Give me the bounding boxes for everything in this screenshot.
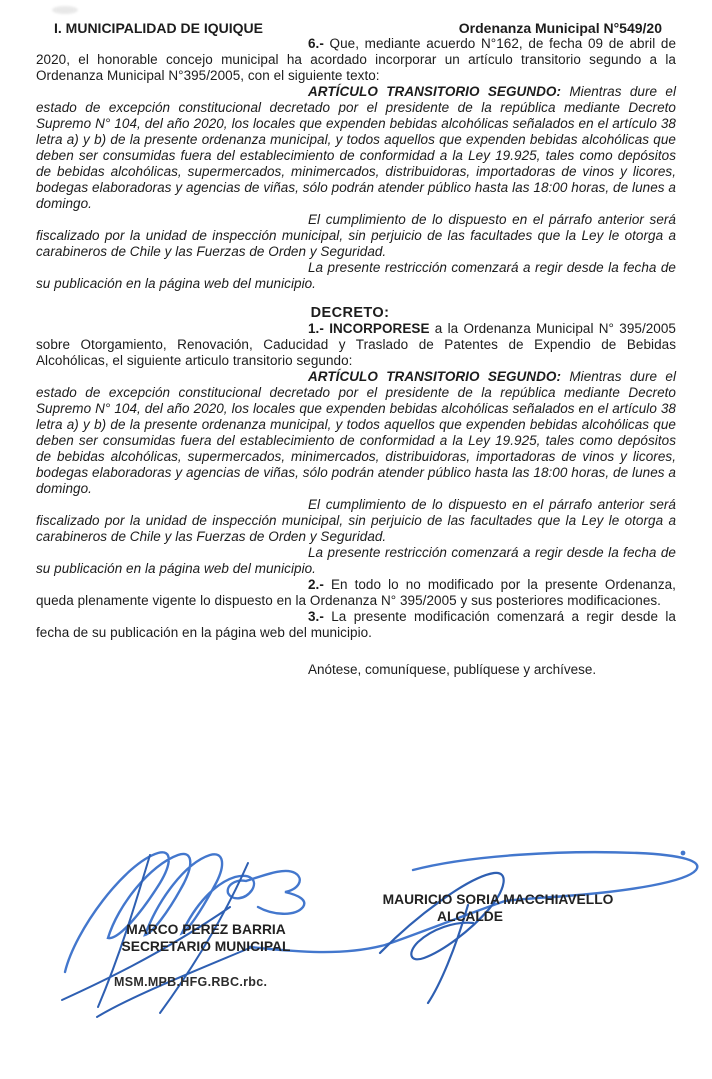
decree-item-1-paragraph — [36, 321, 676, 369]
enforcement-paragraph-recitals: El cumplimiento de lo dispuesto en el párrafo anterior será fiscalizado por la unidad de inspección municipal, sin perjuicio de las facultades que la Ley le otorga a carabineros de Chile y las Fuerzas de Orden y Seguridad. — [36, 212, 676, 259]
decree-item-1-text: a la Ordenanza Municipal N° 395/2005 sobre Otorgamiento, Renovación, Caducidad y Traslado de Patentes de Expendio de Bebidas Alcohólicas, el siguiente articulo transitorio segundo: — [36, 321, 676, 368]
transitory-article-lead: ARTÍCULO TRANSITORIO SEGUNDO: — [308, 84, 562, 99]
decree-item-3-paragraph — [36, 609, 676, 641]
mayor-signature-dot — [681, 851, 686, 856]
decree-item-3-number: 3.- — [308, 609, 324, 624]
mayor-title: ALCALDE — [437, 909, 503, 924]
effective-date-paragraph-recitals: La presente restricción comenzará a regir desde la fecha de su publicación en la página web del municipio. — [36, 260, 676, 291]
decree-item-2-paragraph — [36, 577, 676, 609]
mayor-signature-block — [364, 891, 632, 925]
mayor-signature — [250, 851, 697, 1003]
page-header — [36, 20, 676, 36]
enforcement-paragraph-decree: El cumplimiento de lo dispuesto en el párrafo anterior será fiscalizado por la unidad de inspección municipal, sin perjuicio de las facultades que la Ley le otorga a carabineros de Chile y las Fuerzas de Orden y Seguridad. — [36, 497, 676, 544]
mayor-name: MAURICIO SORIA MACCHIAVELLO — [382, 892, 614, 907]
decree-item-1-verb: INCORPORESE — [329, 321, 430, 336]
closing-formula: Anótese, comuníquese, publíquese y archívese. — [308, 662, 597, 677]
ordinance-number: Ordenanza Municipal N°549/20 — [458, 20, 662, 36]
decree-item-3-text: La presente modificación comenzará a regir desde la fecha de su publicación en la página web del municipio. — [36, 609, 676, 640]
secretary-title: SECRETARIO MUNICIPAL — [121, 939, 291, 954]
transitory-article-paragraph-decree — [36, 369, 676, 497]
recital-6-text: Que, mediante acuerdo N°162, de fecha 09 de abril de 2020, el honorable concejo municipal ha acordado incorporar un artículo transitorio segundo a la Ordenanza Municipal N°395/2005, con el siguiente texto: — [36, 36, 676, 83]
secretary-signature-block — [96, 921, 316, 955]
recital-6-paragraph — [36, 36, 676, 84]
effective-date-paragraph-decree: La presente restricción comenzará a regir desde la fecha de su publicación en la página web del municipio. — [36, 545, 676, 576]
municipality-name: I. MUNICIPALIDAD DE IQUIQUE — [54, 20, 263, 36]
transitory-article-lead-decree: ARTÍCULO TRANSITORIO SEGUNDO: — [308, 369, 562, 384]
decree-item-2-text: En todo lo no modificado por la presente Ordenanza, queda plenamente vigente lo dispuesto en la Ordenanza N° 395/2005 y sus posteriores modificaciones. — [36, 577, 676, 608]
transitory-article-text: Mientras dure el estado de excepción constitucional decretado por el presidente de la república mediante Decreto Supremo N° 104, del año 2020, los locales que expenden bebidas alcohólicas señalados en el artículo 38 letra a) y b) de la presente ordenanza municipal, y todos aquellos que expenden bebidas alcohólicas que deben ser consumidas fuera del establecimiento de conformidad a la Ley 19.925, tales como depósitos de bebidas alcohólicas, supermercados, minimercados, distribuidoras, importadoras de vinos y licores, bodegas elaboradoras y agencias de viñas, sólo podrán atender público hasta las 18:00 horas, de lunes a domingo. — [36, 84, 676, 211]
drafting-initials: MSM.MPB.HFG.RBC.rbc. — [114, 975, 268, 989]
decree-item-2-number: 2.- — [308, 577, 324, 592]
decree-item-1-number: 1.- — [308, 321, 324, 336]
signatures-graphic — [0, 845, 712, 1079]
transitory-article-paragraph-recitals — [36, 84, 676, 212]
transitory-article-text-decree: Mientras dure el estado de excepción constitucional decretado por el presidente de la república mediante Decreto Supremo N° 104, del año 2020, los locales que expenden bebidas alcohólicas señalados en el artículo 38 letra a) y b) de la presente ordenanza municipal, y todos aquellos que expenden bebidas alcohólicas que deben ser consumidas fuera del establecimiento de conformidad a la Ley 19.925, tales como depósitos de bebidas alcohólicas, supermercados, minimercados, distribuidoras, importadoras de vinos y licores, bodegas elaboradoras y agencias de viñas, sólo podrán atender público hasta las 18:00 horas, de lunes a domingo. — [36, 369, 676, 496]
signature-zone — [0, 845, 712, 1079]
secretary-name: MARCO PEREZ BARRIA — [126, 922, 286, 937]
decree-heading: DECRETO: — [310, 305, 390, 321]
recital-6-number: 6.- — [308, 36, 324, 51]
